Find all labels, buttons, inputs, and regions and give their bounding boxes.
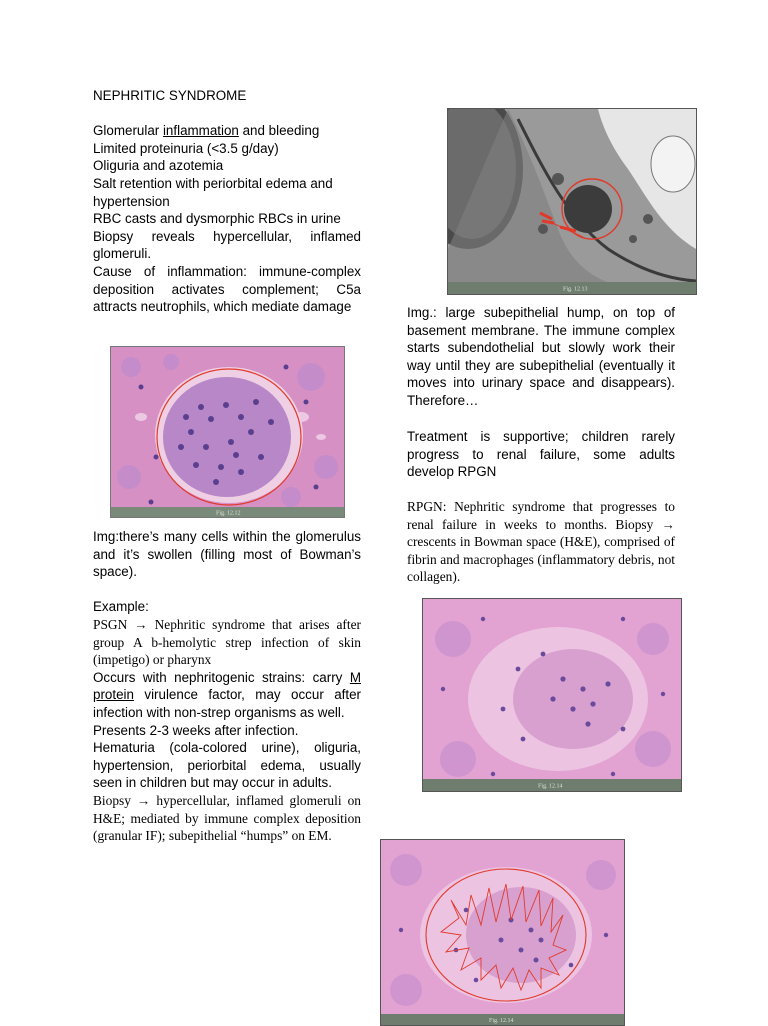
- psgn-text: PSGN → Nephritic syndrome that arises after group A b-hemolytic strep infection of skin (impetigo) or pharynx: [93, 616, 361, 668]
- crescent-image-2: [380, 839, 625, 1026]
- line-proteinuria: Limited proteinuria (<3.5 g/day): [93, 140, 279, 156]
- strains-text: [93, 669, 361, 722]
- figure-label: Fig. 12.14: [489, 1018, 514, 1024]
- he-image-svg-1: [111, 347, 344, 517]
- page-title: NEPHRITIC SYNDROME: [93, 88, 247, 103]
- rpgn-text: RPGN: Nephritic syndrome that progresses to renal failure in weeks to months. Biopsy → crescents in Bowman space (H&E), comprised of fibrin and macrophages (inflammatory debris, not collagen).: [407, 499, 675, 585]
- glomerulus-image-1: [110, 346, 345, 518]
- text-span: virulence factor, may occur after infection with non-strep organisms as well.: [93, 687, 361, 720]
- example-label: Example:: [93, 599, 149, 615]
- figure-label: Fig. 12.14: [538, 783, 563, 790]
- m-protein-link[interactable]: M protein: [93, 669, 361, 703]
- presents-text: Presents 2-3 weeks after infection.: [93, 722, 299, 738]
- figure-label: Fig. 12.13: [563, 286, 588, 293]
- biopsy-text: Biopsy → hypercellular, inflamed glomeruli on H&E; mediated by immune complex deposition (granular IF); subepithelial “humps” on EM.: [93, 792, 361, 844]
- em-image: [447, 108, 697, 295]
- figure-label: Fig. 12.12: [216, 510, 241, 517]
- left-column-lower: [93, 528, 361, 845]
- line-cause: Cause of inflammation: immune-complex deposition activates complement; C5a attracts neutrophils, which mediate damage: [93, 263, 361, 315]
- text-span: Glomerular: [93, 123, 163, 139]
- right-image-caption: Img.: large subepithelial hump, on top of basement membrane. The immune complex starts subendothelial but slowly work their way until they are subepithelial (eventually it moves into urinary space and disappears). Therefore…: [407, 305, 675, 408]
- hematuria-text: Hematuria (cola-colored urine), oliguria, hypertension, periorbital edema, usually seen in children but may occur in adults.: [93, 740, 361, 791]
- he-image-svg-3: [381, 840, 624, 1025]
- inflammation-link[interactable]: inflammation: [162, 123, 239, 139]
- line-biopsy-reveals: Biopsy reveals hypercellular, inflamed glomeruli.: [93, 228, 361, 262]
- he-image-svg-2: [423, 599, 681, 791]
- treatment-text: Treatment is supportive; children rarely progress to renal failure, some adults develop RPGN: [407, 429, 675, 480]
- crescent-image-1: [422, 598, 682, 792]
- text-span: and bleeding: [238, 123, 320, 139]
- line-rbc-casts: RBC casts and dysmorphic RBCs in urine: [93, 211, 341, 227]
- left-column: [93, 87, 361, 316]
- em-image-svg: [448, 109, 696, 294]
- line-salt-retention: Salt retention with periorbital edema and hypertension: [93, 175, 333, 209]
- line-oliguria: Oliguria and azotemia: [93, 158, 224, 174]
- left-image-caption: Img:there’s many cells within the glomerulus and it’s swollen (filling most of Bowman’s space).: [93, 529, 361, 580]
- text-span: Occurs with nephritogenic strains: carry: [93, 669, 350, 685]
- line-glomerular: [93, 122, 361, 140]
